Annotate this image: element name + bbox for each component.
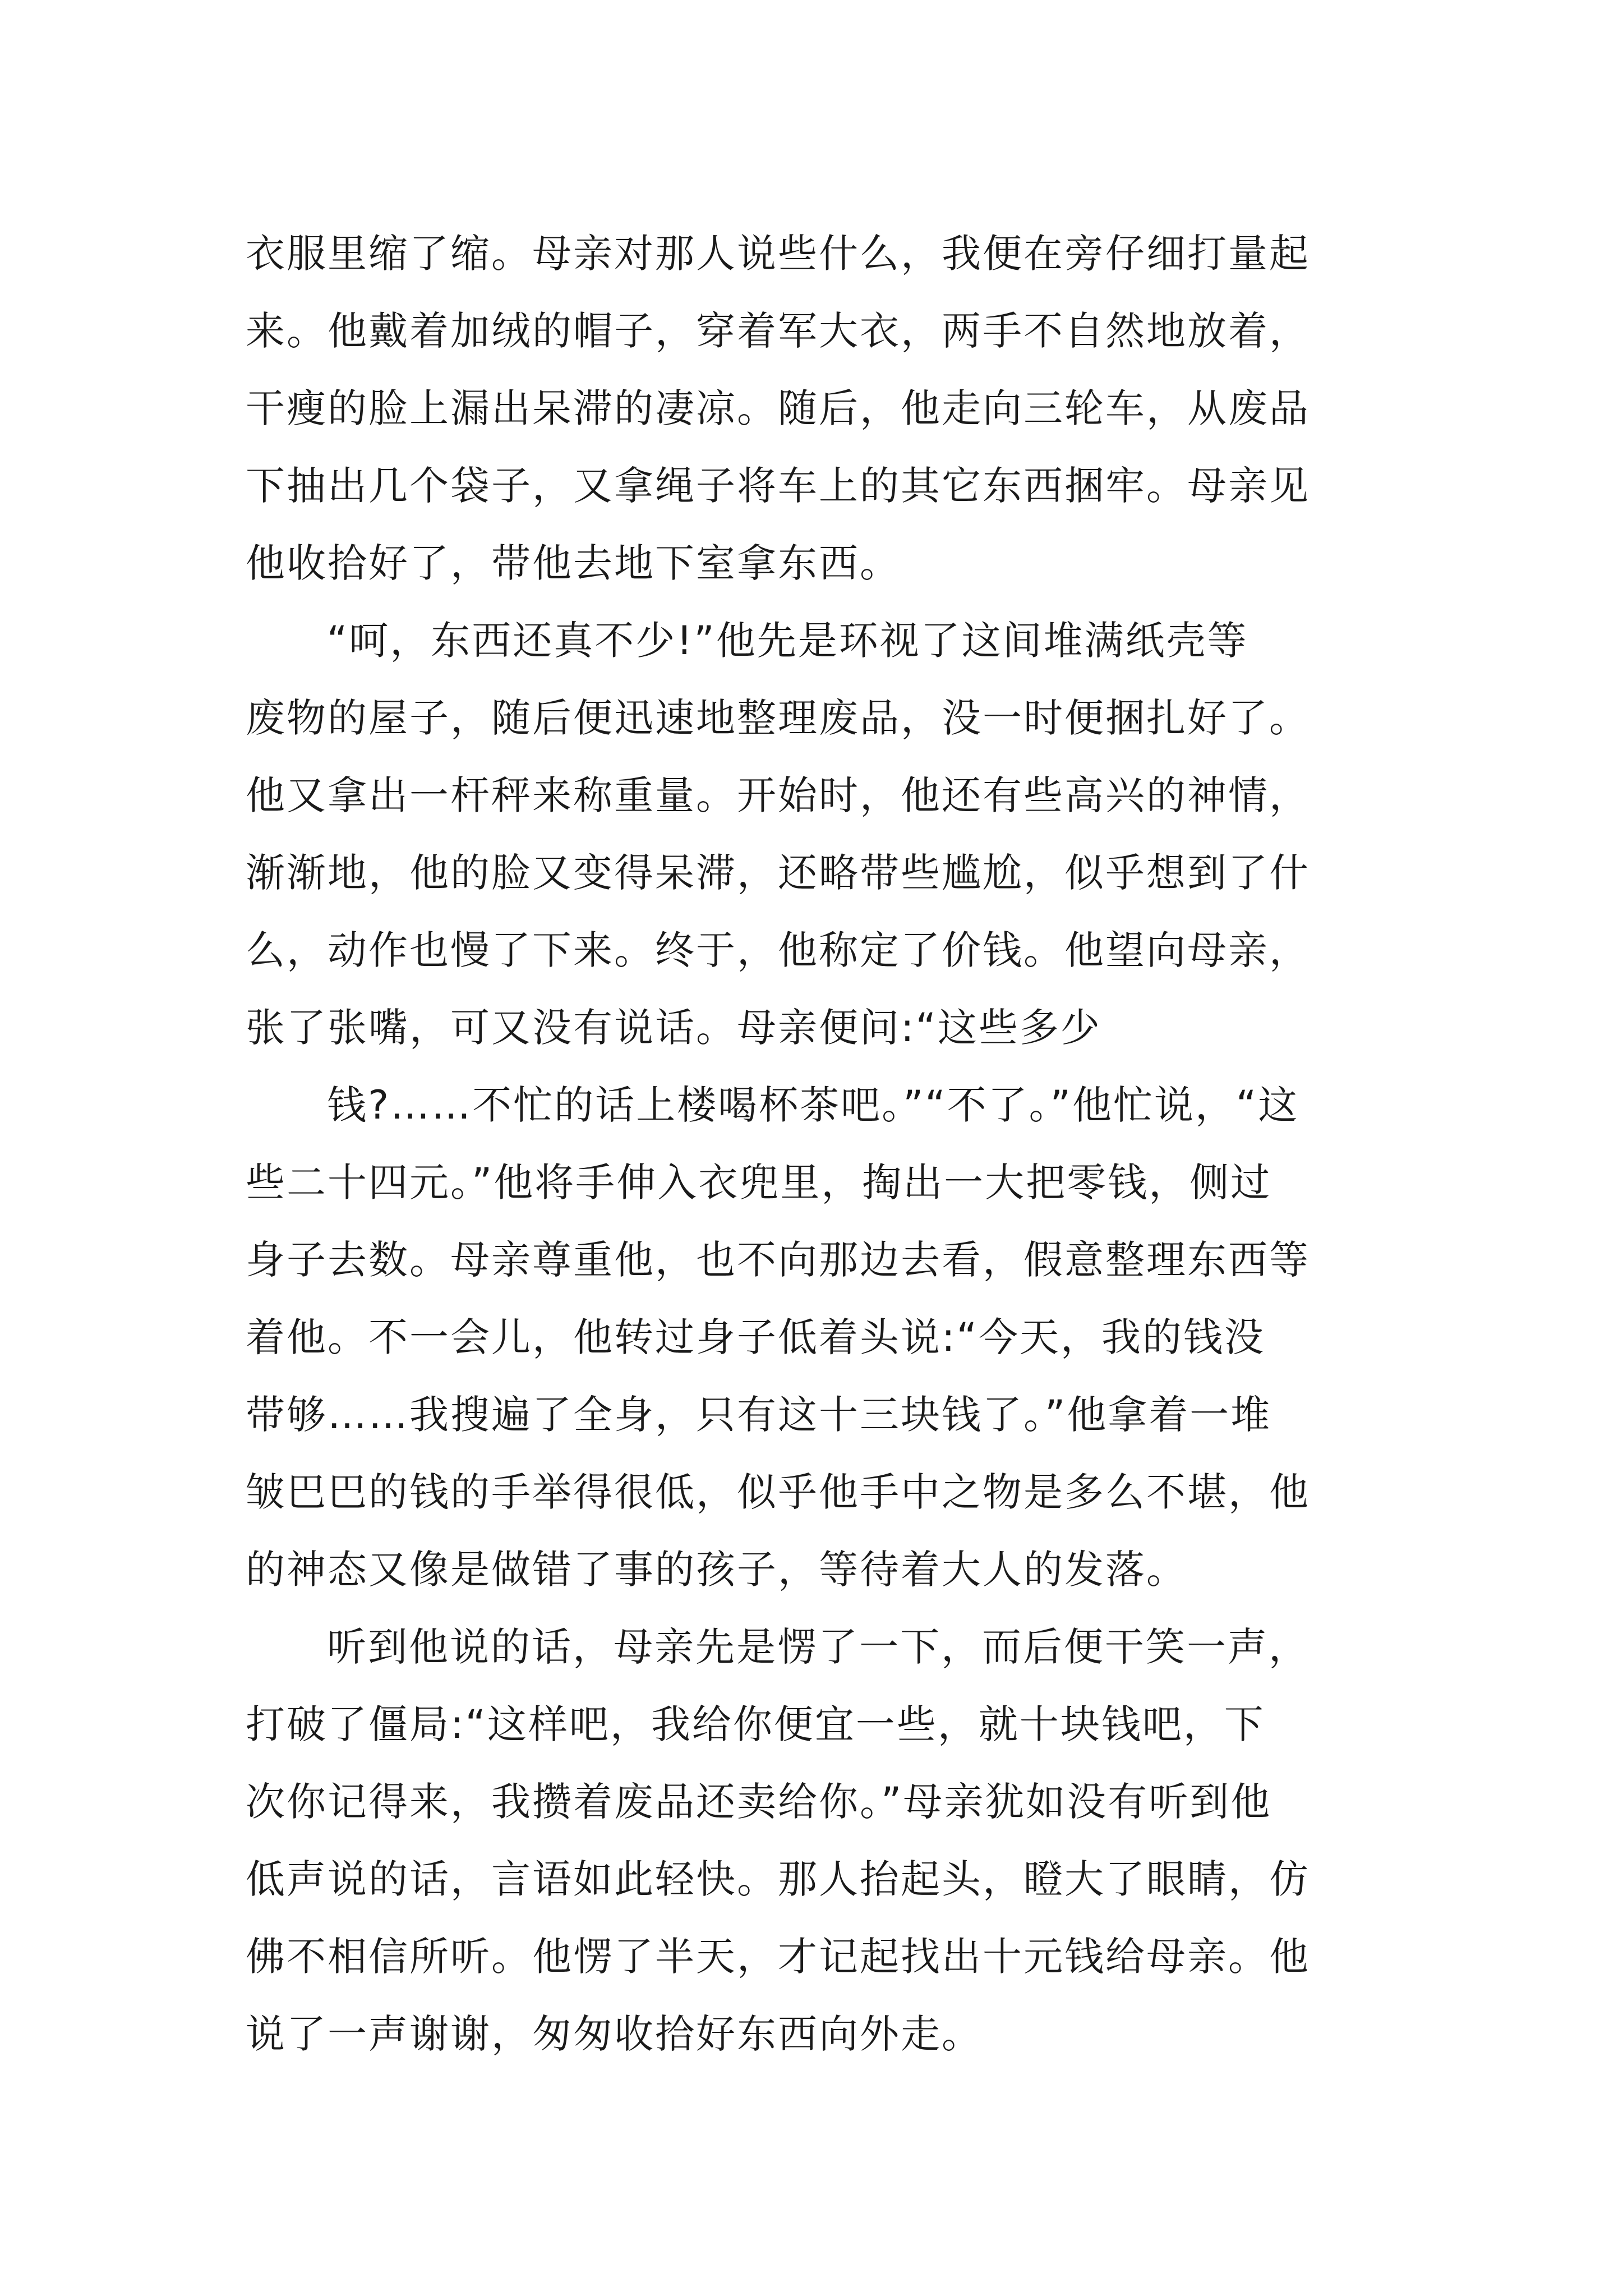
text-line: 么，动作也慢了下来。终于，他称定了价钱。他望向母亲， bbox=[246, 927, 1310, 973]
text-line: 打破了僵局:“这样吧，我给你便宜一些，就十块钱吧，下 bbox=[246, 1701, 1265, 1747]
text-line: 衣服里缩了缩。母亲对那人说些什么，我便在旁仔细打量起 bbox=[246, 231, 1310, 277]
text-line: 低声说的话，言语如此轻快。那人抬起头，瞪大了眼睛，仿 bbox=[246, 1856, 1310, 1902]
text-line: “呵，东西还真不少!”他先是环视了这间堆满纸壳等 bbox=[327, 618, 1248, 664]
text-line: 身子去数。母亲尊重他，也不向那边去看，假意整理东西等 bbox=[246, 1237, 1310, 1283]
text-line: 他收拾好了，带他去地下室拿东西。 bbox=[246, 540, 901, 586]
body-text bbox=[246, 215, 1384, 2073]
text-line: 下抽出几个袋子，又拿绳子将车上的其它东西捆牢。母亲见 bbox=[246, 463, 1310, 509]
text-line: 干瘦的脸上漏出呆滞的凄凉。随后，他走向三轮车，从废品 bbox=[246, 385, 1310, 431]
text-line: 来。他戴着加绒的帽子，穿着军大衣，两手不自然地放着， bbox=[246, 308, 1310, 354]
text-line: 他又拿出一杆秤来称重量。开始时，他还有些高兴的神情， bbox=[246, 772, 1310, 818]
text-line: 着他。不一会儿，他转过身子低着头说:“今天，我的钱没 bbox=[246, 1314, 1265, 1360]
text-line: 带够……我搜遍了全身，只有这十三块钱了。”他拿着一堆 bbox=[246, 1392, 1272, 1438]
text-line: 张了张嘴，可又没有说话。母亲便问:“这些多少 bbox=[246, 1005, 1101, 1051]
text-line: 钱?……不忙的话上楼喝杯茶吧。”“不了。”他忙说，“这 bbox=[327, 1082, 1299, 1128]
text-line: 的神态又像是做错了事的孩子，等待着大人的发落。 bbox=[246, 1547, 1187, 1593]
text-line: 废物的屋子，随后便迅速地整理废品，没一时便捆扎好了。 bbox=[246, 695, 1310, 741]
text-line: 渐渐地，他的脸又变得呆滞，还略带些尴尬，似乎想到了什 bbox=[246, 850, 1310, 896]
text-line: 次你记得来，我攒着废品还卖给你。”母亲犹如没有听到他 bbox=[246, 1779, 1272, 1825]
text-line: 佛不相信所听。他愣了半天，才记起找出十元钱给母亲。他 bbox=[246, 1934, 1310, 1980]
text-line: 说了一声谢谢，匆匆收拾好东西向外走。 bbox=[246, 2011, 983, 2057]
text-line: 听到他说的话，母亲先是愣了一下，而后便干笑一声， bbox=[327, 1624, 1310, 1670]
text-line: 皱巴巴的钱的手举得很低，似乎他手中之物是多么不堪，他 bbox=[246, 1469, 1310, 1515]
text-line: 些二十四元。”他将手伸入衣兜里，掏出一大把零钱，侧过 bbox=[246, 1159, 1272, 1205]
